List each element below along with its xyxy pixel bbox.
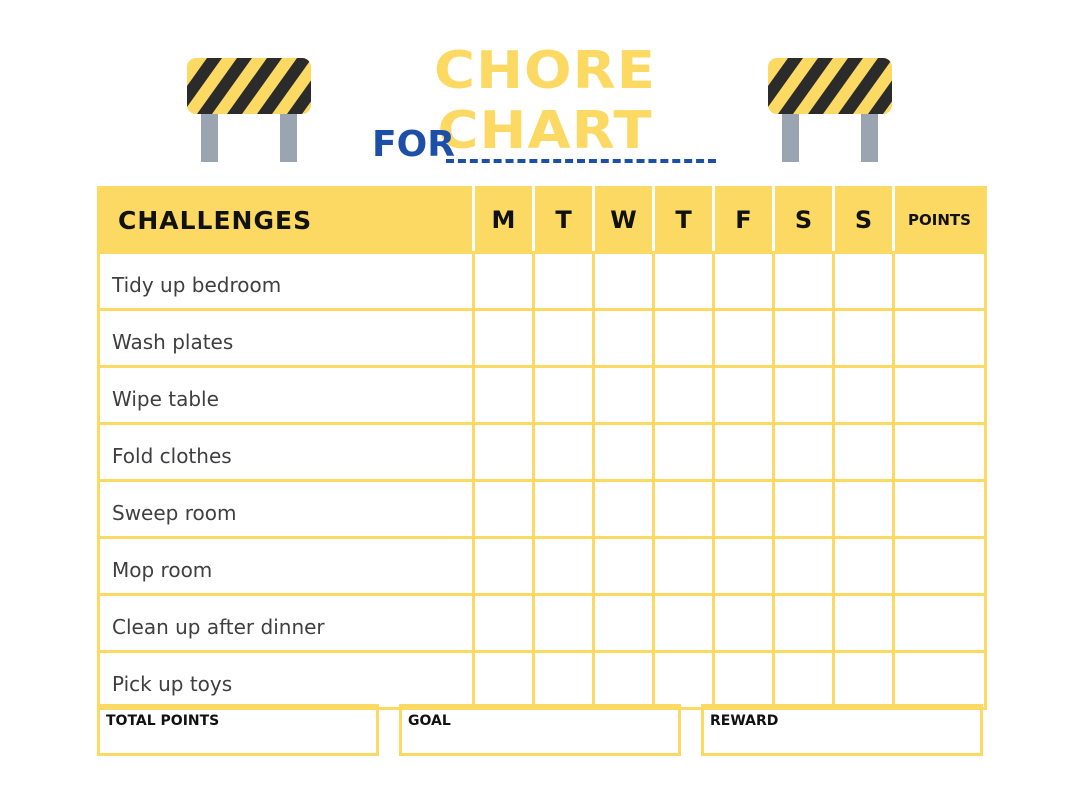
points-cell[interactable] [894, 253, 986, 310]
goal-box[interactable] [399, 704, 681, 756]
day-checkbox[interactable] [654, 652, 714, 709]
day-checkbox[interactable] [714, 595, 774, 652]
table-row [99, 652, 986, 709]
table-row [99, 367, 986, 424]
table-row [99, 310, 986, 367]
chore-label: Mop room [99, 538, 474, 595]
day-checkbox[interactable] [594, 424, 654, 481]
day-checkbox[interactable] [474, 652, 534, 709]
day-checkbox[interactable] [594, 481, 654, 538]
day-checkbox[interactable] [714, 481, 774, 538]
day-checkbox[interactable] [534, 310, 594, 367]
chore-label: Wipe table [99, 367, 474, 424]
table-row [99, 595, 986, 652]
day-checkbox[interactable] [774, 595, 834, 652]
day-checkbox[interactable] [654, 595, 714, 652]
points-header: POINTS [894, 188, 986, 253]
day-checkbox[interactable] [834, 595, 894, 652]
day-checkbox[interactable] [474, 595, 534, 652]
day-checkbox[interactable] [654, 253, 714, 310]
day-checkbox[interactable] [714, 424, 774, 481]
points-cell[interactable] [894, 652, 986, 709]
day-checkbox[interactable] [774, 538, 834, 595]
day-checkbox[interactable] [594, 253, 654, 310]
for-label: FOR [372, 124, 455, 165]
table-row [99, 424, 986, 481]
points-cell[interactable] [894, 310, 986, 367]
day-checkbox[interactable] [654, 424, 714, 481]
day-checkbox[interactable] [774, 367, 834, 424]
day-checkbox[interactable] [834, 253, 894, 310]
day-checkbox[interactable] [534, 481, 594, 538]
chore-label: Wash plates [99, 310, 474, 367]
day-header-tuesday: T [534, 188, 594, 253]
chore-label: Fold clothes [99, 424, 474, 481]
reward-box[interactable] [701, 704, 983, 756]
day-checkbox[interactable] [834, 424, 894, 481]
chore-table [97, 186, 987, 710]
day-checkbox[interactable] [774, 424, 834, 481]
day-checkbox[interactable] [774, 652, 834, 709]
points-cell[interactable] [894, 595, 986, 652]
day-checkbox[interactable] [594, 595, 654, 652]
day-header-sunday: S [834, 188, 894, 253]
points-cell[interactable] [894, 481, 986, 538]
day-checkbox[interactable] [534, 253, 594, 310]
day-checkbox[interactable] [774, 481, 834, 538]
day-checkbox[interactable] [714, 253, 774, 310]
day-header-saturday: S [774, 188, 834, 253]
points-cell[interactable] [894, 538, 986, 595]
total-points-label: TOTAL POINTS [106, 713, 220, 729]
day-checkbox[interactable] [594, 538, 654, 595]
day-checkbox[interactable] [834, 481, 894, 538]
day-checkbox[interactable] [534, 595, 594, 652]
points-cell[interactable] [894, 367, 986, 424]
day-checkbox[interactable] [834, 652, 894, 709]
day-header-wednesday: W [594, 188, 654, 253]
name-blank-line[interactable] [446, 159, 716, 163]
day-checkbox[interactable] [594, 310, 654, 367]
day-checkbox[interactable] [654, 310, 714, 367]
day-checkbox[interactable] [714, 538, 774, 595]
day-header-monday: M [474, 188, 534, 253]
chore-label: Tidy up bedroom [99, 253, 474, 310]
table-row [99, 253, 986, 310]
day-checkbox[interactable] [534, 538, 594, 595]
barricade-left-icon [187, 58, 311, 164]
day-checkbox[interactable] [474, 253, 534, 310]
day-checkbox[interactable] [714, 367, 774, 424]
points-cell[interactable] [894, 424, 986, 481]
day-checkbox[interactable] [774, 253, 834, 310]
day-checkbox[interactable] [474, 538, 534, 595]
goal-label: GOAL [408, 713, 451, 729]
day-checkbox[interactable] [474, 424, 534, 481]
day-checkbox[interactable] [534, 652, 594, 709]
day-header-thursday: T [654, 188, 714, 253]
day-checkbox[interactable] [654, 367, 714, 424]
day-header-friday: F [714, 188, 774, 253]
day-checkbox[interactable] [474, 481, 534, 538]
reward-label: REWARD [710, 713, 779, 729]
day-checkbox[interactable] [474, 367, 534, 424]
day-checkbox[interactable] [654, 538, 714, 595]
chore-label: Clean up after dinner [99, 595, 474, 652]
table-row [99, 538, 986, 595]
barricade-right-icon [768, 58, 892, 164]
day-checkbox[interactable] [774, 310, 834, 367]
day-checkbox[interactable] [834, 367, 894, 424]
chore-label: Sweep room [99, 481, 474, 538]
page-title: CHORE CHART [434, 41, 656, 161]
table-row [99, 481, 986, 538]
day-checkbox[interactable] [534, 424, 594, 481]
day-checkbox[interactable] [534, 367, 594, 424]
total-points-box[interactable] [97, 704, 379, 756]
chore-label: Pick up toys [99, 652, 474, 709]
day-checkbox[interactable] [834, 538, 894, 595]
day-checkbox[interactable] [714, 652, 774, 709]
table-header-row [99, 188, 986, 253]
day-checkbox[interactable] [714, 310, 774, 367]
challenges-header: CHALLENGES [99, 188, 474, 253]
day-checkbox[interactable] [594, 367, 654, 424]
day-checkbox[interactable] [834, 310, 894, 367]
day-checkbox[interactable] [474, 310, 534, 367]
day-checkbox[interactable] [654, 481, 714, 538]
day-checkbox[interactable] [594, 652, 654, 709]
